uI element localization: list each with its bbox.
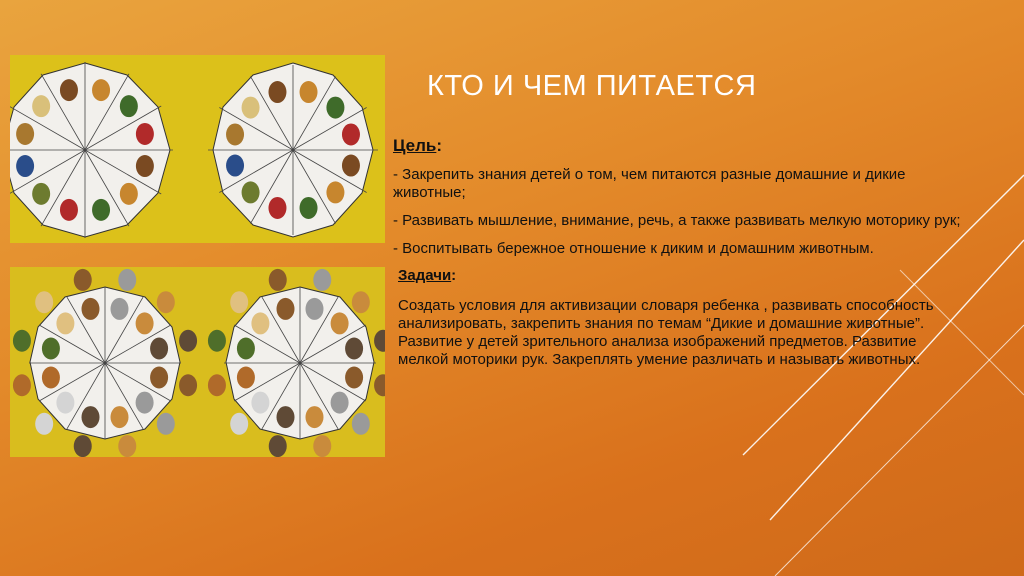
wheel-picture	[269, 269, 287, 291]
wheel-picture	[269, 435, 287, 457]
wheel-picture	[118, 435, 136, 457]
goal-item: - Закрепить знания детей о том, чем питаются разные домашние и дикие животные;	[393, 166, 906, 201]
wheel-picture	[352, 413, 370, 435]
wheel-picture	[157, 413, 175, 435]
goal-item: - Развивать мышление, внимание, речь, а также развивать мелкую моторику рук;	[393, 212, 961, 229]
wheel-picture	[56, 392, 74, 414]
tasks-heading: Задачи	[398, 267, 452, 284]
wheel-picture	[352, 291, 370, 313]
wheel-picture	[150, 338, 168, 360]
wheel-picture	[136, 155, 154, 177]
wheel-picture	[118, 269, 136, 291]
wheel-picture	[345, 366, 363, 388]
tasks-heading-colon: :	[451, 267, 457, 284]
animal-wheels-photo	[10, 267, 385, 457]
tasks-heading-line	[393, 267, 963, 285]
food-wheels-photo	[10, 55, 385, 243]
wheel-picture	[331, 312, 349, 334]
wheel-picture	[74, 435, 92, 457]
wheel-picture	[268, 81, 286, 103]
wheel-picture	[42, 366, 60, 388]
wheel-picture	[230, 413, 248, 435]
wheel-picture	[226, 155, 244, 177]
wheel-picture	[251, 312, 269, 334]
wheel-picture	[60, 79, 78, 101]
wheel-picture	[35, 291, 53, 313]
wheel-picture	[208, 330, 226, 352]
wheel-picture	[300, 81, 318, 103]
wheel-picture	[120, 183, 138, 205]
wheel-picture	[56, 312, 74, 334]
wheel-picture	[32, 183, 50, 205]
wheel-picture	[277, 298, 295, 320]
wheel-picture	[208, 374, 226, 396]
wheel-picture	[237, 338, 255, 360]
goal-item: - Воспитывать бережное отношение к диким и домашним животным.	[393, 240, 874, 257]
wheel-picture	[74, 269, 92, 291]
wheel-picture	[13, 374, 31, 396]
slide-content	[393, 137, 963, 369]
wheel-picture	[13, 330, 31, 352]
wheel-picture	[345, 338, 363, 360]
wheel-picture	[157, 291, 175, 313]
wheel-picture	[92, 79, 110, 101]
wheel-picture	[242, 97, 260, 119]
wheel-picture	[237, 366, 255, 388]
wheel-picture	[277, 406, 295, 428]
wheel-picture	[342, 123, 360, 145]
wheel-picture	[179, 374, 197, 396]
slide-title: КТО И ЧЕМ ПИТАЕТСЯ	[427, 70, 757, 102]
wheel-picture	[16, 155, 34, 177]
goal-heading: Цель	[393, 136, 437, 155]
wheel-picture	[120, 95, 138, 117]
wheel-picture	[136, 123, 154, 145]
wheel-picture	[251, 392, 269, 414]
tasks-text: Создать условия для активизации словаря ребенка , развивать способность анализировать, закрепить знания по темам “Дикие и домашние животные”. Развитие у детей зрительного анализа изображений предметов. Развитие мелкой моторики рук. Закреплять умение различать и называть животных.	[398, 297, 934, 368]
wheel-picture	[326, 97, 344, 119]
goal-heading-colon: :	[436, 136, 443, 155]
wheel-picture	[16, 123, 34, 145]
wheel-picture	[326, 181, 344, 203]
wheel-picture	[230, 291, 248, 313]
wheel-picture	[136, 312, 154, 334]
wheel-picture	[331, 392, 349, 414]
wheel-picture	[226, 123, 244, 145]
wheel-picture	[82, 406, 100, 428]
wheel-picture	[300, 197, 318, 219]
wheel-picture	[268, 197, 286, 219]
wheel-picture	[150, 366, 168, 388]
wheel-picture	[110, 406, 128, 428]
wheel-picture	[82, 298, 100, 320]
wheel-picture	[42, 338, 60, 360]
wheel-picture	[92, 199, 110, 221]
wheel-picture	[374, 374, 385, 396]
wheel-picture	[313, 435, 331, 457]
wheel-picture	[136, 392, 154, 414]
wheel-picture	[305, 406, 323, 428]
wheel-picture	[342, 155, 360, 177]
wheel-picture	[60, 199, 78, 221]
wheel-picture	[374, 330, 385, 352]
wheel-picture	[305, 298, 323, 320]
wheel-picture	[242, 181, 260, 203]
wheel-picture	[110, 298, 128, 320]
wheel-picture	[35, 413, 53, 435]
wheel-picture	[32, 95, 50, 117]
goal-heading-line	[393, 137, 963, 156]
wheel-picture	[313, 269, 331, 291]
wheel-picture	[179, 330, 197, 352]
